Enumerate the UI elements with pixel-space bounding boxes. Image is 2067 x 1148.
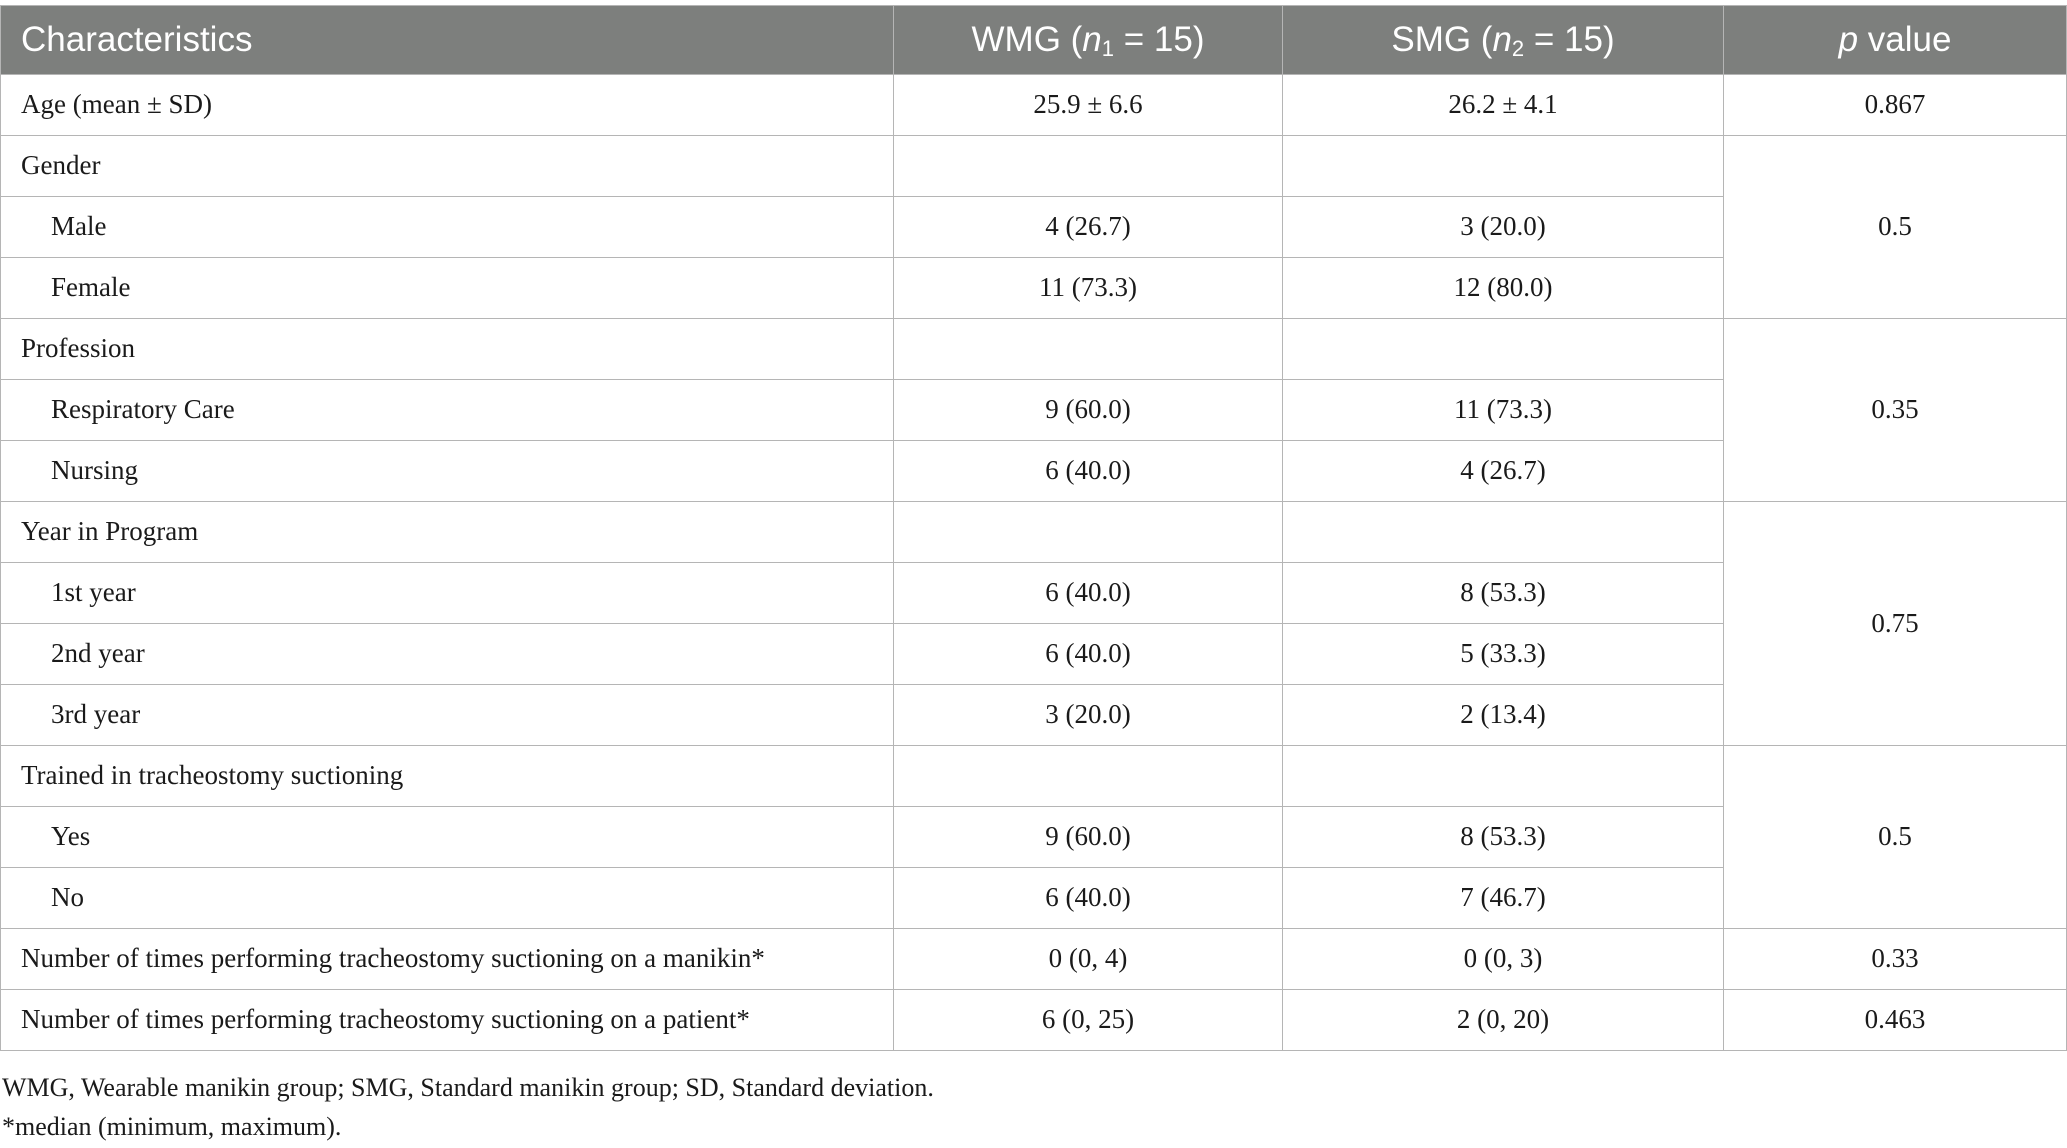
wmg-cell: 4 (26.7) [894, 197, 1283, 258]
wmg-cell: 25.9 ± 6.6 [894, 75, 1283, 136]
wmg-cell: 11 (73.3) [894, 258, 1283, 319]
p-value-cell: 0.33 [1724, 929, 2067, 990]
p-value-cell: 0.463 [1724, 990, 2067, 1051]
wmg-cell: 6 (40.0) [894, 563, 1283, 624]
wmg-cell [894, 136, 1283, 197]
row-label: Male [1, 197, 894, 258]
wmg-cell: 6 (40.0) [894, 624, 1283, 685]
smg-cell: 8 (53.3) [1283, 807, 1724, 868]
row-label: 1st year [1, 563, 894, 624]
row-label: Nursing [1, 441, 894, 502]
wmg-cell [894, 746, 1283, 807]
smg-cell: 4 (26.7) [1283, 441, 1724, 502]
table-row-patient-count [1, 990, 2067, 1051]
smg-cell [1283, 136, 1724, 197]
row-label: Respiratory Care [1, 380, 894, 441]
smg-cell [1283, 502, 1724, 563]
row-label: 2nd year [1, 624, 894, 685]
smg-cell: 11 (73.3) [1283, 380, 1724, 441]
smg-cell: 3 (20.0) [1283, 197, 1724, 258]
smg-cell [1283, 319, 1724, 380]
header-smg: SMG $(n_2 = 15)$ [1283, 6, 1724, 75]
table-row-age [1, 75, 2067, 136]
p-value-cell: 0.75 [1724, 502, 2067, 746]
table-row-trained [1, 746, 2067, 807]
smg-cell: 7 (46.7) [1283, 868, 1724, 929]
wmg-cell [894, 502, 1283, 563]
p-value-cell: 0.5 [1724, 746, 2067, 929]
abbreviations-note: WMG, Wearable manikin group; SMG, Standard manikin group; SD, Standard deviation. [2, 1073, 934, 1102]
median-note: *median (minimum, maximum). [2, 1112, 342, 1141]
smg-cell [1283, 746, 1724, 807]
wmg-cell: 9 (60.0) [894, 380, 1283, 441]
characteristics-table [0, 5, 2067, 1051]
table-header-row [1, 6, 2067, 75]
table-row-profession [1, 319, 2067, 380]
header-p-value: p value [1724, 6, 2067, 75]
row-label: Profession [1, 319, 894, 380]
p-value-cell: 0.867 [1724, 75, 2067, 136]
row-label: Number of times performing tracheostomy suctioning on a patient* [1, 990, 894, 1051]
p-value-cell: 0.5 [1724, 136, 2067, 319]
smg-cell: 8 (53.3) [1283, 563, 1724, 624]
wmg-cell [894, 319, 1283, 380]
header-wmg: WMG $(n_1 = 15)$ [894, 6, 1283, 75]
wmg-cell: 0 (0, 4) [894, 929, 1283, 990]
row-label: Age (mean ± SD) [1, 75, 894, 136]
wmg-cell: 6 (40.0) [894, 441, 1283, 502]
smg-cell: 2 (0, 20) [1283, 990, 1724, 1051]
wmg-cell: 6 (40.0) [894, 868, 1283, 929]
smg-cell: 26.2 ± 4.1 [1283, 75, 1724, 136]
row-label: Female [1, 258, 894, 319]
table-row-gender [1, 136, 2067, 197]
smg-cell: 5 (33.3) [1283, 624, 1724, 685]
characteristics-table-container [0, 5, 2066, 1051]
p-value-cell: 0.35 [1724, 319, 2067, 502]
row-label: Trained in tracheostomy suctioning [1, 746, 894, 807]
table-footnotes [2, 1068, 934, 1146]
row-label: 3rd year [1, 685, 894, 746]
smg-cell: 0 (0, 3) [1283, 929, 1724, 990]
row-label: Yes [1, 807, 894, 868]
row-label: Number of times performing tracheostomy suctioning on a manikin* [1, 929, 894, 990]
wmg-cell: 9 (60.0) [894, 807, 1283, 868]
table-row-year-in-program [1, 502, 2067, 563]
row-label: Gender [1, 136, 894, 197]
smg-cell: 12 (80.0) [1283, 258, 1724, 319]
row-label: No [1, 868, 894, 929]
smg-cell: 2 (13.4) [1283, 685, 1724, 746]
row-label: Year in Program [1, 502, 894, 563]
wmg-cell: 3 (20.0) [894, 685, 1283, 746]
table-row-manikin-count [1, 929, 2067, 990]
wmg-cell: 6 (0, 25) [894, 990, 1283, 1051]
header-characteristics: Characteristics [1, 6, 894, 75]
